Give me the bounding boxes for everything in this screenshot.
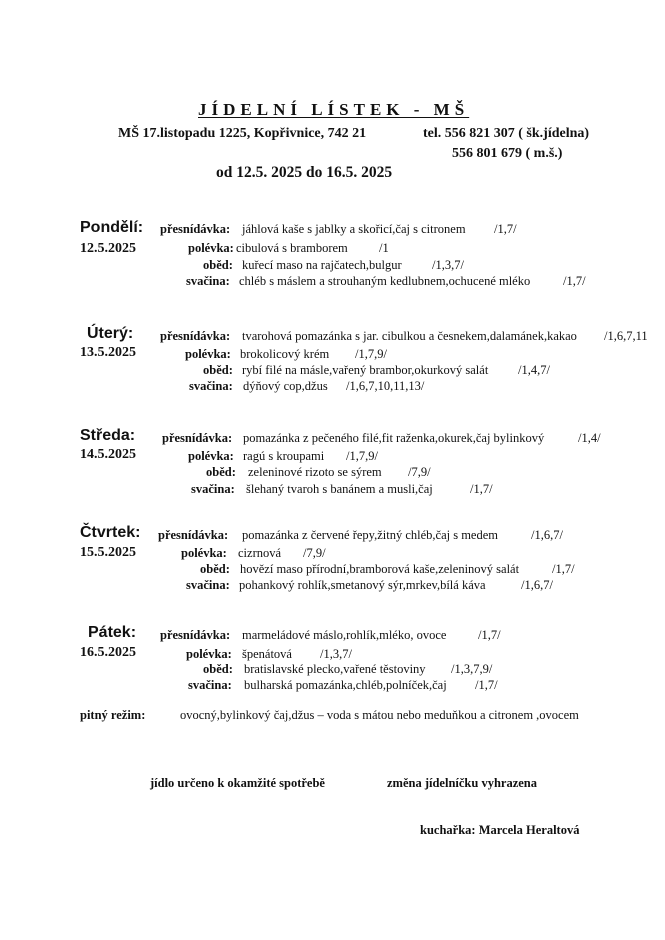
consumption-note: jídlo určeno k okamžité spotřebě bbox=[150, 776, 325, 790]
meal-allergens: /1,3,7,9/ bbox=[451, 662, 493, 676]
meal-text: hovězí maso přírodní,bramborová kaše,zeleninový salát bbox=[240, 562, 520, 576]
meal-text: jáhlová kaše s jablky a skořicí,čaj s citronem bbox=[242, 222, 466, 236]
page-title: JÍDELNÍ LÍSTEK - MŠ bbox=[198, 100, 470, 119]
day-name-monday: Pondělí: bbox=[80, 219, 144, 236]
meal-label: přesnídávka: bbox=[160, 329, 231, 343]
meal-text: pomazánka z červené řepy,žitný chléb,čaj s medem bbox=[242, 528, 499, 542]
meal-text: pomazánka z pečeného filé,fit raženka,okurek,čaj bylinkový bbox=[243, 431, 545, 445]
meal-allergens: /1,7,9/ bbox=[346, 449, 378, 463]
meal-label: svačina: bbox=[186, 578, 230, 592]
meal-allergens: /1,6,7,11 bbox=[604, 329, 648, 343]
meal-allergens: /1,6,7,10,11,13/ bbox=[346, 379, 425, 393]
school-address: MŠ 17.listopadu 1225, Kopřivnice, 742 21 bbox=[118, 126, 367, 141]
meal-allergens: /7,9/ bbox=[303, 546, 326, 560]
day-name-tuesday: Úterý: bbox=[87, 325, 134, 342]
meal-text: rybí filé na másle,vařený brambor,okurkový salát bbox=[242, 363, 489, 377]
meal-text: zeleninové rizoto se sýrem bbox=[248, 465, 382, 479]
meal-text: chléb s máslem a strouhaným kedlubnem,ochucené mléko bbox=[239, 274, 531, 288]
meal-text: cizrnová bbox=[238, 546, 282, 560]
meal-text: brokolicový krém bbox=[240, 347, 330, 361]
meal-text: kuřecí maso na rajčatech,bulgur bbox=[242, 258, 402, 272]
meal-text: bulharská pomazánka,chléb,polníček,čaj bbox=[244, 678, 447, 692]
day-name-thursday: Čtvrtek: bbox=[80, 524, 141, 541]
change-note: změna jídelníčku vyhrazena bbox=[387, 776, 537, 790]
meal-label: polévka: bbox=[188, 449, 234, 463]
meal-allergens: /1,7/ bbox=[494, 222, 517, 236]
meal-label: oběd: bbox=[206, 465, 236, 479]
meal-allergens: /1,7,9/ bbox=[355, 347, 387, 361]
meal-label: svačina: bbox=[186, 274, 230, 288]
meal-allergens: /1,6,7/ bbox=[531, 528, 563, 542]
meal-label: svačina: bbox=[191, 482, 235, 496]
day-date-friday: 16.5.2025 bbox=[80, 645, 136, 660]
meal-allergens: /1,4,7/ bbox=[518, 363, 550, 377]
meal-text: pohankový rohlík,smetanový sýr,mrkev,bílá káva bbox=[239, 578, 486, 592]
day-name-friday: Pátek: bbox=[88, 624, 137, 641]
meal-label: polévka: bbox=[186, 647, 232, 661]
menu-period: od 12.5. 2025 do 16.5. 2025 bbox=[216, 164, 393, 181]
meal-allergens: /1,3,7/ bbox=[432, 258, 464, 272]
meal-text: špenátová bbox=[242, 647, 292, 661]
day-date-monday: 12.5.2025 bbox=[80, 241, 136, 256]
meal-text: bratislavské plecko,vařené těstoviny bbox=[244, 662, 426, 676]
meal-allergens: /1,7/ bbox=[478, 628, 501, 642]
meal-label: přesnídávka: bbox=[160, 628, 231, 642]
meal-text: cibulová s bramborem bbox=[236, 241, 348, 255]
drinks-label: pitný režim: bbox=[80, 708, 146, 722]
meal-allergens: /1,7/ bbox=[563, 274, 586, 288]
meal-label: oběd: bbox=[200, 562, 230, 576]
meal-label: polévka: bbox=[188, 241, 234, 255]
meal-text: dýňový cop,džus bbox=[243, 379, 328, 393]
meal-allergens: /1,7/ bbox=[552, 562, 575, 576]
meal-label: oběd: bbox=[203, 363, 233, 377]
meal-text: šlehaný tvaroh s banánem a musli,čaj bbox=[246, 482, 433, 496]
meal-label: svačina: bbox=[188, 678, 232, 692]
drinks-text: ovocný,bylinkový čaj,džus – voda s mátou nebo meduňkou a citronem ,ovocem bbox=[180, 708, 579, 722]
meal-label: přesnídávka: bbox=[162, 431, 233, 445]
day-date-tuesday: 13.5.2025 bbox=[80, 345, 136, 360]
meal-label: polévka: bbox=[185, 347, 231, 361]
meal-text: ragú s kroupami bbox=[243, 449, 325, 463]
meal-label: polévka: bbox=[181, 546, 227, 560]
meal-allergens: /1,7/ bbox=[475, 678, 498, 692]
phone-school: 556 801 679 ( m.š.) bbox=[452, 146, 563, 161]
cook-name: kuchařka: Marcela Heraltová bbox=[420, 823, 580, 837]
day-date-thursday: 15.5.2025 bbox=[80, 545, 136, 560]
meal-label: přesnídávka: bbox=[160, 222, 231, 236]
meal-allergens: /1,4/ bbox=[578, 431, 601, 445]
meal-allergens: /7,9/ bbox=[408, 465, 431, 479]
meal-label: oběd: bbox=[203, 662, 233, 676]
meal-label: oběd: bbox=[203, 258, 233, 272]
meal-allergens: /1,7/ bbox=[470, 482, 493, 496]
meal-allergens: /1,3,7/ bbox=[320, 647, 352, 661]
phone-canteen: tel. 556 821 307 ( šk.jídelna) bbox=[423, 126, 590, 141]
meal-text: tvarohová pomazánka s jar. cibulkou a česnekem,dalamánek,kakao bbox=[242, 329, 577, 343]
meal-allergens: /1 bbox=[379, 241, 389, 255]
day-date-wednesday: 14.5.2025 bbox=[80, 447, 136, 462]
meal-allergens: /1,6,7/ bbox=[521, 578, 553, 592]
meal-label: přesnídávka: bbox=[158, 528, 229, 542]
meal-text: marmeládové máslo,rohlík,mléko, ovoce bbox=[242, 628, 447, 642]
day-name-wednesday: Středa: bbox=[80, 427, 136, 444]
meal-label: svačina: bbox=[189, 379, 233, 393]
